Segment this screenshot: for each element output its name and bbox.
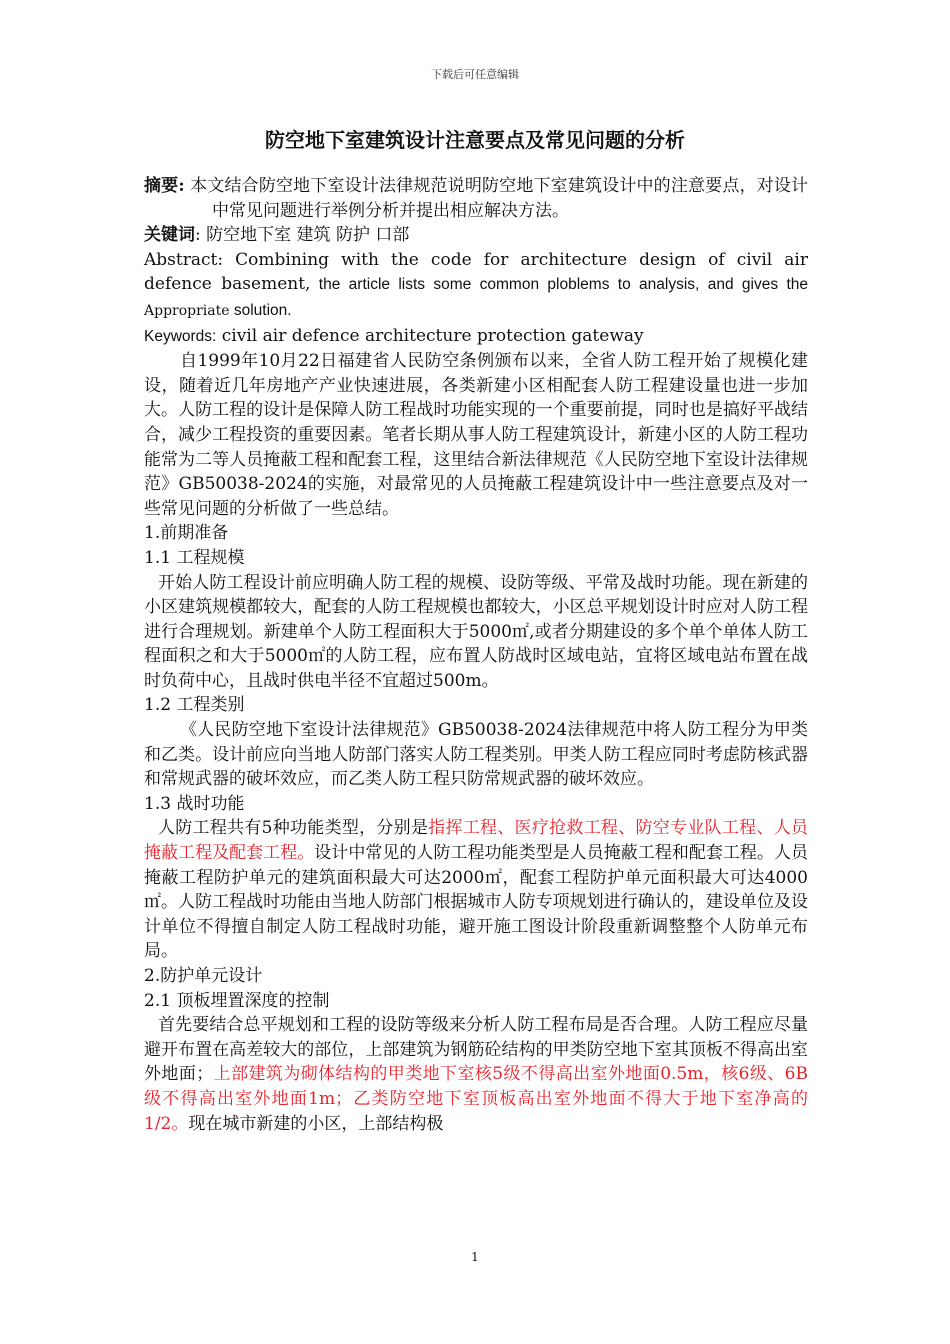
abstract-en-part2: the article lists some common ploblems to analysis, and gives the: [310, 276, 808, 294]
abstract-en-part4: solution.: [229, 301, 292, 319]
abstract-en-part1: Abstract: Combining with the code for architecture design of civil air defence basement,: [144, 249, 808, 295]
heading-2: 2.防护单元设计: [144, 966, 263, 986]
heading-2-1: 2.1 顶板埋置深度的控制: [144, 990, 330, 1011]
abstract-cn-label: 摘要:: [144, 176, 185, 196]
keywords-cn-text: : 防空地下室 建筑 防护 口部: [195, 225, 410, 246]
heading-1: 1.前期准备: [144, 523, 229, 544]
paragraph-2-1: [144, 1013, 808, 1136]
abstract-en-part3: Appropriate: [144, 302, 230, 319]
paragraph-1-2: 《人民防空地下室设计法律规范》GB50038-2024法律规范中将人防工程分为甲类和乙类。设计前应向当地人防部门落实人防工程类别。甲类人防工程应同时考虑防核武器和常规武器的破坏效应，而乙类人防工程只防常规武器的破坏效应。: [144, 720, 808, 790]
paragraph-2-1-highlight: 上部建筑为砌体结构的甲类地下室核5级不得高出室外地面0.5m，核6级、6B级不得高出室外地面1m；乙类防空地下室顶板高出室外地面不得大于地下室净高的1/2。: [144, 1064, 808, 1134]
abstract-cn-text: 本文结合防空地下室设计法律规范说明防空地下室建筑设计中的注意要点，对设计中常见问题进行举例分析并提出相应解决方法。: [184, 176, 808, 221]
page-number: 1: [471, 1250, 479, 1264]
document-body: [144, 174, 808, 1136]
paragraph-2-1-b: 现在城市新建的小区，上部结构极: [188, 1113, 444, 1134]
paragraph-1-3-highlight: 指挥工程、医疗抢救工程、防空专业队工程、人员掩蔽工程及配套工程。: [144, 818, 808, 864]
paragraph-1-3: [144, 816, 808, 964]
abstract-cn: [144, 174, 808, 223]
keywords-en: [144, 324, 808, 350]
heading-1-3: 1.3 战时功能: [144, 793, 245, 814]
paragraph-2-1-a: 首先要结合总平规划和工程的设防等级来分析人防工程布局是否合理。人防工程应尽量避开布置在高差较大的部位，上部建筑为钢筋砼结构的甲类防空地下室其顶板不得高出室外地面；: [144, 1015, 808, 1085]
heading-1-1: 1.1 工程规模: [144, 547, 245, 568]
document-title: 防空地下室建筑设计注意要点及常见问题的分析: [265, 128, 685, 152]
keywords-cn: [144, 223, 808, 248]
paragraph-1-3-a: 人防工程共有5种功能类型，分别是: [158, 818, 429, 839]
paragraph-1-1: 开始人防工程设计前应明确人防工程的规模、设防等级、平常及战时功能。现在新建的小区建筑规模都较大，配套的人防工程规模也都较大，小区总平规划设计时应对人防工程进行合理规划。新建单个人防工程面积大于5000㎡,或者分期建设的多个单个单体人防工程面积之和大于5000㎡的人防工程，应布置人防战时区域电站，宜将区域电站布置在战时负荷中心，且战时供电半径不宜超过500m。: [144, 572, 808, 691]
keywords-cn-label: 关键词: [144, 225, 195, 246]
intro-paragraph: 自1999年10月22日福建省人民防空条例颁布以来，全省人防工程开始了规模化建设，随着近几年房地产产业快速进展，各类新建小区相配套人防工程建设量也进一步加大。人防工程的设计是保障人防工程战时功能实现的一个重要前提，同时也是搞好平战结合，减少工程投资的重要因素。笔者长期从事人防工程建筑设计，新建小区的人防工程功能常为二等人员掩蔽工程和配套工程，这里结合新法律规范《人民防空地下室设计法律规范》GB50038-2024的实施，对最常见的人员掩蔽工程建筑设计中一些注意要点及对一些常见问题的分析做了一些总结。: [144, 351, 808, 519]
paragraph-1-3-b: 设计中常见的人防工程功能类型是人员掩蔽工程和配套工程。人员掩蔽工程防护单元的建筑面积最大可达2000㎡，配套工程防护单元面积最大可达4000㎡。人防工程战时功能由当地人防部门根据城市人防专项规划进行确认的，建设单位及设计单位不得擅自制定人防工程战时功能，避开施工图设计阶段重新调整整个人防单元布局。: [144, 843, 809, 962]
heading-1-2: 1.2 工程类别: [144, 695, 245, 716]
keywords-en-text: civil air defence architecture protection gateway: [216, 325, 644, 346]
abstract-en: [144, 248, 808, 324]
keywords-en-label: Keywords:: [144, 327, 217, 345]
page-header: 下载后可任意编辑: [431, 68, 519, 81]
